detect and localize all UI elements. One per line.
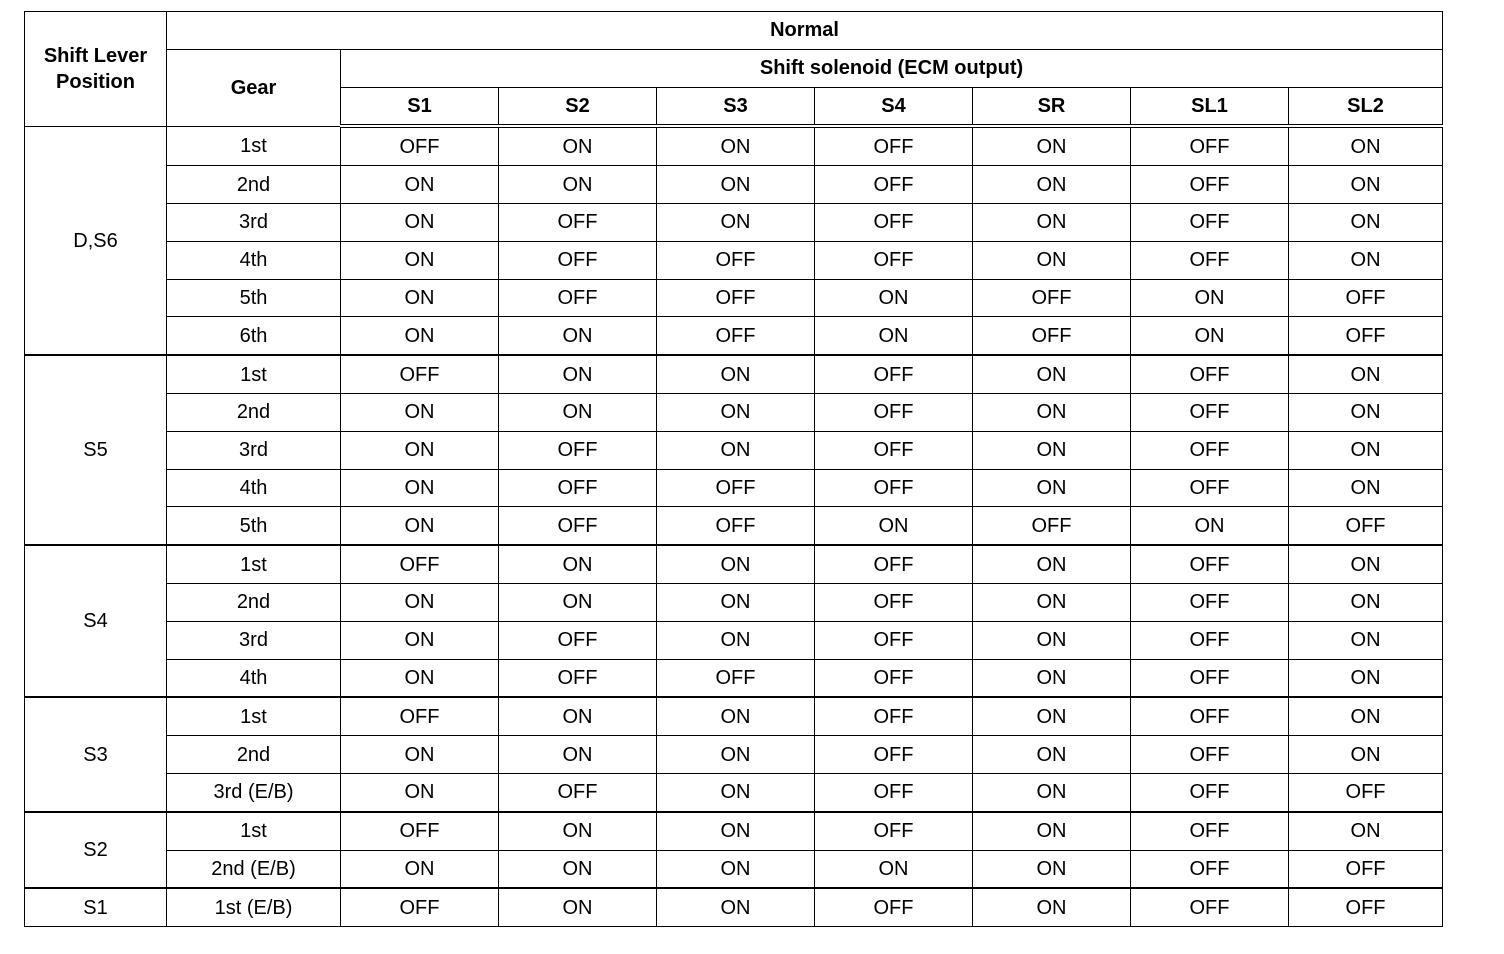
solenoid-state-cell: ON <box>973 697 1131 735</box>
solenoid-state-cell: ON <box>815 507 973 545</box>
solenoid-state-cell: ON <box>341 507 499 545</box>
gear-cell: 2nd <box>167 736 341 774</box>
solenoid-state-cell: ON <box>973 545 1131 583</box>
solenoid-state-cell: ON <box>657 736 815 774</box>
table-row <box>25 850 1443 888</box>
solenoid-state-cell: OFF <box>657 659 815 697</box>
gear-cell: 1st <box>167 545 341 583</box>
solenoid-state-cell: ON <box>973 203 1131 241</box>
gear-cell: 1st <box>167 697 341 735</box>
solenoid-state-cell: ON <box>973 583 1131 621</box>
solenoid-state-cell: OFF <box>657 241 815 279</box>
solenoid-state-cell: ON <box>341 279 499 317</box>
solenoid-state-cell: ON <box>1289 736 1443 774</box>
solenoid-state-cell: OFF <box>499 241 657 279</box>
solenoid-state-cell: ON <box>973 888 1131 926</box>
solenoid-state-cell: OFF <box>1131 697 1289 735</box>
gear-cell: 5th <box>167 507 341 545</box>
solenoid-state-cell: ON <box>341 469 499 507</box>
solenoid-state-cell: OFF <box>973 507 1131 545</box>
solenoid-state-cell: ON <box>499 888 657 926</box>
normal-header: Normal <box>167 12 1443 50</box>
solenoid-state-cell: ON <box>1289 583 1443 621</box>
gear-cell: 4th <box>167 241 341 279</box>
solenoid-state-cell: OFF <box>815 166 973 204</box>
shift-solenoid-header: Shift solenoid (ECM output) <box>341 49 1443 87</box>
table-row <box>25 126 1443 165</box>
solenoid-state-cell: OFF <box>1131 431 1289 469</box>
solenoid-state-cell: OFF <box>815 431 973 469</box>
gear-cell: 3rd <box>167 203 341 241</box>
solenoid-state-cell: ON <box>341 166 499 204</box>
solenoid-state-cell: ON <box>657 203 815 241</box>
solenoid-state-cell: OFF <box>1131 659 1289 697</box>
solenoid-state-cell: OFF <box>657 317 815 355</box>
solenoid-state-cell: ON <box>657 355 815 393</box>
header-row-1 <box>25 12 1443 50</box>
solenoid-state-cell: ON <box>341 317 499 355</box>
table-row <box>25 507 1443 545</box>
solenoid-state-cell: ON <box>341 850 499 888</box>
solenoid-state-cell: ON <box>973 469 1131 507</box>
solenoid-state-cell: ON <box>657 888 815 926</box>
shift-lever-position-cell: S4 <box>25 545 167 697</box>
solenoid-state-cell: OFF <box>815 203 973 241</box>
solenoid-state-cell: OFF <box>341 545 499 583</box>
solenoid-state-cell: OFF <box>499 659 657 697</box>
solenoid-state-cell: ON <box>973 736 1131 774</box>
table-row <box>25 166 1443 204</box>
solenoid-state-cell: OFF <box>1131 393 1289 431</box>
solenoid-state-cell: ON <box>1131 317 1289 355</box>
solenoid-state-cell: OFF <box>341 888 499 926</box>
solenoid-state-cell: ON <box>1289 241 1443 279</box>
table-row <box>25 583 1443 621</box>
solenoid-state-cell: ON <box>815 279 973 317</box>
table-row <box>25 393 1443 431</box>
solenoid-state-cell: ON <box>815 850 973 888</box>
table-row <box>25 431 1443 469</box>
solenoid-state-cell: ON <box>657 431 815 469</box>
solenoid-state-cell: OFF <box>973 317 1131 355</box>
solenoid-state-cell: OFF <box>1131 850 1289 888</box>
solenoid-state-cell: ON <box>499 126 657 165</box>
solenoid-state-cell: ON <box>341 431 499 469</box>
solenoid-state-cell: OFF <box>341 355 499 393</box>
gear-cell: 6th <box>167 317 341 355</box>
solenoid-state-cell: ON <box>657 393 815 431</box>
solenoid-state-cell: OFF <box>499 773 657 811</box>
table-header <box>25 12 1443 127</box>
solenoid-state-cell: OFF <box>1289 773 1443 811</box>
solenoid-state-cell: ON <box>341 659 499 697</box>
solenoid-state-cell: ON <box>657 773 815 811</box>
solenoid-state-cell: OFF <box>815 812 973 850</box>
solenoid-state-cell: ON <box>973 812 1131 850</box>
gear-cell: 1st <box>167 812 341 850</box>
gear-cell: 2nd <box>167 583 341 621</box>
solenoid-state-cell: ON <box>499 317 657 355</box>
table-row <box>25 355 1443 393</box>
table-body <box>25 126 1443 926</box>
solenoid-state-cell: ON <box>657 126 815 165</box>
solenoid-state-cell: ON <box>657 166 815 204</box>
solenoid-state-cell: OFF <box>1289 317 1443 355</box>
solenoid-state-cell: ON <box>973 850 1131 888</box>
solenoid-header-s3: S3 <box>657 87 815 126</box>
shift-lever-position-cell: S1 <box>25 888 167 926</box>
gear-cell: 1st <box>167 355 341 393</box>
shift-lever-position-header: Shift Lever Position <box>25 12 167 127</box>
solenoid-state-cell: ON <box>973 621 1131 659</box>
solenoid-state-cell: OFF <box>499 279 657 317</box>
shift-lever-position-cell: S3 <box>25 697 167 811</box>
solenoid-state-cell: OFF <box>1131 203 1289 241</box>
solenoid-header-sl1: SL1 <box>1131 87 1289 126</box>
solenoid-state-cell: OFF <box>815 241 973 279</box>
gear-cell: 3rd (E/B) <box>167 773 341 811</box>
solenoid-state-cell: ON <box>341 736 499 774</box>
solenoid-state-cell: OFF <box>499 507 657 545</box>
solenoid-state-cell: OFF <box>341 126 499 165</box>
solenoid-state-cell: ON <box>1289 812 1443 850</box>
shift-lever-position-cell: S2 <box>25 812 167 889</box>
table-row <box>25 736 1443 774</box>
gear-cell: 1st (E/B) <box>167 888 341 926</box>
solenoid-state-cell: ON <box>341 241 499 279</box>
gear-cell: 2nd <box>167 166 341 204</box>
solenoid-state-cell: ON <box>973 241 1131 279</box>
gear-cell: 4th <box>167 659 341 697</box>
table-row <box>25 659 1443 697</box>
solenoid-state-cell: OFF <box>341 697 499 735</box>
solenoid-state-cell: OFF <box>1131 126 1289 165</box>
solenoid-state-cell: OFF <box>1131 888 1289 926</box>
shift-solenoid-table <box>24 11 1443 927</box>
table-row <box>25 241 1443 279</box>
solenoid-state-cell: ON <box>1289 469 1443 507</box>
solenoid-state-cell: ON <box>1289 621 1443 659</box>
solenoid-state-cell: ON <box>499 697 657 735</box>
solenoid-state-cell: ON <box>1289 126 1443 165</box>
table-row <box>25 621 1443 659</box>
solenoid-state-cell: OFF <box>1131 621 1289 659</box>
solenoid-state-cell: ON <box>657 697 815 735</box>
solenoid-state-cell: OFF <box>815 773 973 811</box>
header-row-2 <box>25 49 1443 87</box>
solenoid-state-cell: OFF <box>499 469 657 507</box>
solenoid-state-cell: OFF <box>499 431 657 469</box>
gear-cell: 3rd <box>167 621 341 659</box>
gear-cell: 2nd (E/B) <box>167 850 341 888</box>
solenoid-state-cell: ON <box>499 812 657 850</box>
solenoid-state-cell: ON <box>657 583 815 621</box>
gear-cell: 1st <box>167 126 341 165</box>
shift-lever-position-cell: S5 <box>25 355 167 545</box>
table-row <box>25 888 1443 926</box>
table-row <box>25 469 1443 507</box>
gear-header: Gear <box>167 49 341 126</box>
solenoid-header-s4: S4 <box>815 87 973 126</box>
solenoid-header-sl2: SL2 <box>1289 87 1443 126</box>
solenoid-state-cell: OFF <box>815 355 973 393</box>
solenoid-state-cell: ON <box>341 583 499 621</box>
solenoid-state-cell: ON <box>1289 659 1443 697</box>
solenoid-state-cell: ON <box>341 773 499 811</box>
solenoid-state-cell: OFF <box>1131 773 1289 811</box>
solenoid-header-sr: SR <box>973 87 1131 126</box>
solenoid-state-cell: ON <box>973 355 1131 393</box>
solenoid-state-cell: OFF <box>499 203 657 241</box>
solenoid-state-cell: ON <box>657 850 815 888</box>
solenoid-state-cell: OFF <box>815 621 973 659</box>
solenoid-state-cell: ON <box>1131 507 1289 545</box>
table-row <box>25 279 1443 317</box>
solenoid-state-cell: OFF <box>1131 812 1289 850</box>
solenoid-state-cell: ON <box>1289 697 1443 735</box>
solenoid-state-cell: ON <box>1131 279 1289 317</box>
solenoid-state-cell: ON <box>657 545 815 583</box>
solenoid-state-cell: OFF <box>815 888 973 926</box>
solenoid-state-cell: ON <box>1289 203 1443 241</box>
solenoid-state-cell: ON <box>499 166 657 204</box>
gear-cell: 4th <box>167 469 341 507</box>
solenoid-state-cell: ON <box>815 317 973 355</box>
solenoid-state-cell: ON <box>973 773 1131 811</box>
solenoid-state-cell: OFF <box>815 545 973 583</box>
solenoid-state-cell: ON <box>499 583 657 621</box>
solenoid-state-cell: OFF <box>815 659 973 697</box>
solenoid-state-cell: OFF <box>1289 507 1443 545</box>
solenoid-state-cell: ON <box>499 355 657 393</box>
gear-cell: 5th <box>167 279 341 317</box>
solenoid-state-cell: ON <box>1289 545 1443 583</box>
solenoid-state-cell: OFF <box>815 697 973 735</box>
solenoid-state-cell: ON <box>341 621 499 659</box>
solenoid-state-cell: OFF <box>1289 850 1443 888</box>
solenoid-state-cell: ON <box>973 659 1131 697</box>
solenoid-state-cell: ON <box>1289 393 1443 431</box>
solenoid-state-cell: OFF <box>657 279 815 317</box>
solenoid-state-cell: OFF <box>657 507 815 545</box>
solenoid-state-cell: OFF <box>1131 736 1289 774</box>
solenoid-state-cell: OFF <box>1131 469 1289 507</box>
gear-cell: 3rd <box>167 431 341 469</box>
table-row <box>25 697 1443 735</box>
solenoid-state-cell: ON <box>1289 431 1443 469</box>
solenoid-state-cell: OFF <box>1131 166 1289 204</box>
solenoid-state-cell: OFF <box>815 393 973 431</box>
table-row <box>25 812 1443 850</box>
table-row <box>25 773 1443 811</box>
table-row <box>25 203 1443 241</box>
shift-lever-position-cell: D,S6 <box>25 126 167 355</box>
solenoid-state-cell: ON <box>657 621 815 659</box>
solenoid-state-cell: OFF <box>1289 279 1443 317</box>
solenoid-state-cell: ON <box>499 736 657 774</box>
solenoid-state-cell: ON <box>1289 355 1443 393</box>
solenoid-state-cell: ON <box>341 393 499 431</box>
table-row <box>25 545 1443 583</box>
solenoid-state-cell: ON <box>499 850 657 888</box>
solenoid-state-cell: ON <box>499 545 657 583</box>
solenoid-state-cell: ON <box>341 203 499 241</box>
solenoid-header-s1: S1 <box>341 87 499 126</box>
table-row <box>25 317 1443 355</box>
solenoid-state-cell: OFF <box>499 621 657 659</box>
solenoid-state-cell: ON <box>973 126 1131 165</box>
gear-cell: 2nd <box>167 393 341 431</box>
solenoid-state-cell: OFF <box>1131 355 1289 393</box>
solenoid-state-cell: OFF <box>1131 583 1289 621</box>
solenoid-state-cell: OFF <box>973 279 1131 317</box>
solenoid-state-cell: OFF <box>815 126 973 165</box>
solenoid-state-cell: ON <box>973 393 1131 431</box>
solenoid-state-cell: OFF <box>1131 241 1289 279</box>
solenoid-state-cell: OFF <box>815 583 973 621</box>
solenoid-state-cell: OFF <box>815 469 973 507</box>
solenoid-state-cell: ON <box>657 812 815 850</box>
solenoid-state-cell: ON <box>1289 166 1443 204</box>
solenoid-state-cell: OFF <box>1289 888 1443 926</box>
solenoid-state-cell: OFF <box>1131 545 1289 583</box>
solenoid-header-s2: S2 <box>499 87 657 126</box>
solenoid-state-cell: ON <box>973 166 1131 204</box>
solenoid-state-cell: OFF <box>657 469 815 507</box>
solenoid-state-cell: ON <box>499 393 657 431</box>
solenoid-state-cell: OFF <box>341 812 499 850</box>
solenoid-state-cell: ON <box>973 431 1131 469</box>
solenoid-state-cell: OFF <box>815 736 973 774</box>
